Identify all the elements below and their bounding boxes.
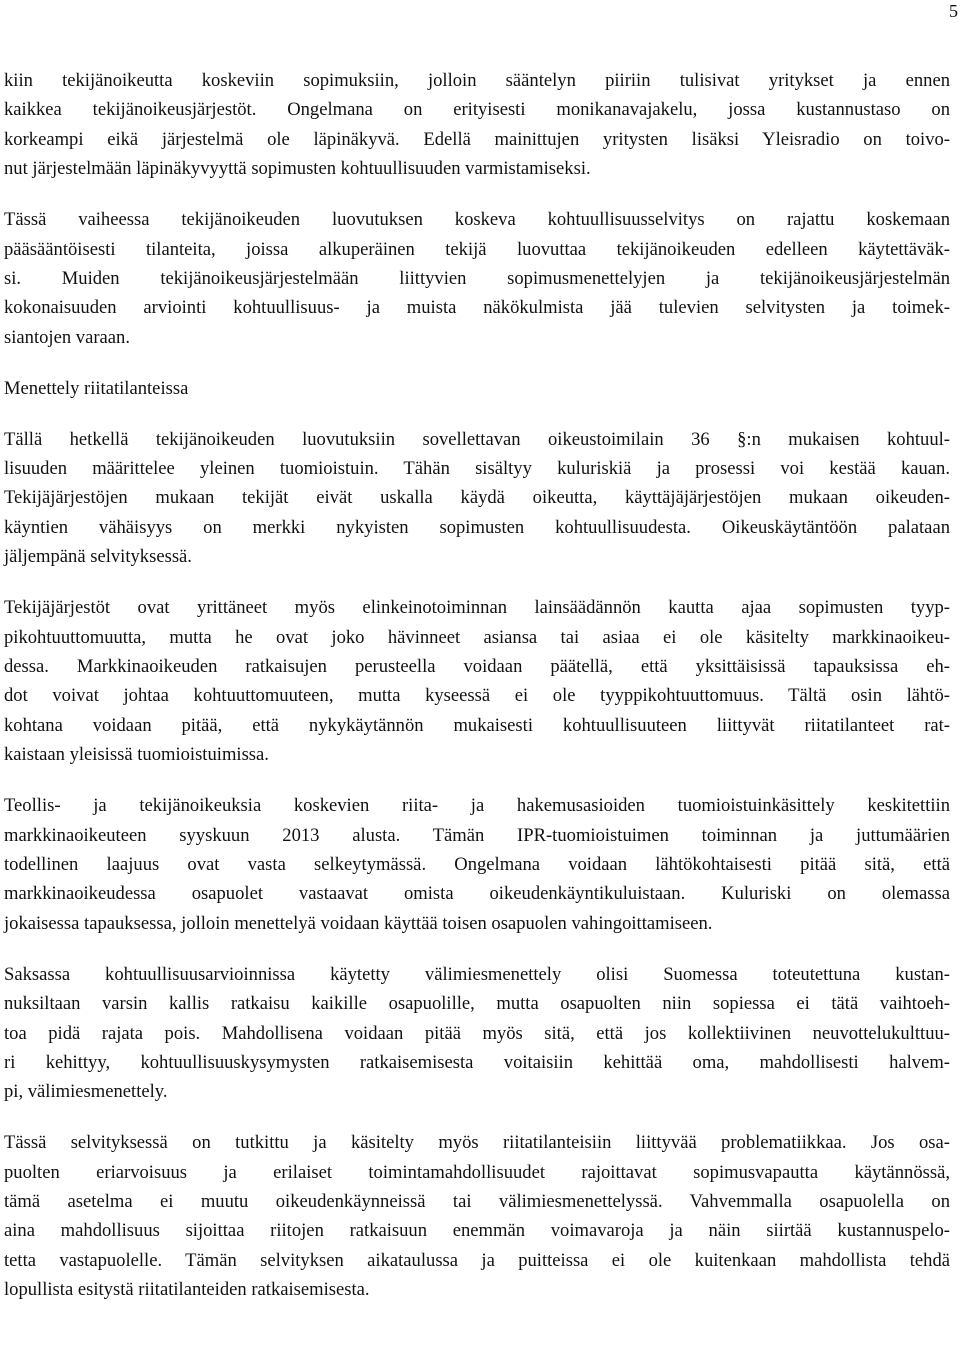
text-line: dessa. Markkinaoikeuden ratkaisujen perusteella voidaan päätellä, että yksittäisissä tapauksissa eh- (4, 656, 950, 678)
text-line: kokonaisuuden arviointi kohtuullisuus- ja muista näkökulmista jää tulevien selvitysten ja toimek- (4, 297, 950, 319)
text-line: kaistaan yleisissä tuomioistuimissa. (4, 744, 269, 766)
text-line: pikohtuuttomuutta, mutta he ovat joko hävinneet asiansa tai asiaa ei ole käsitelty markkinaoikeu- (4, 626, 950, 648)
text-line: Saksassa kohtuullisuusarvioinnissa käytetty välimiesmenettely olisi Suomessa toteutettuna kustan- (4, 963, 950, 985)
page-number: 5 (949, 1, 958, 21)
paragraph (4, 960, 950, 1107)
text-line: tetta vastapuolelle. Tämän selvityksen aikataulussa ja puitteissa ei ole kuitenkaan mahdollista tehdä (4, 1249, 950, 1271)
text-line: nuksiltaan varsin kallis ratkaisu kaikille osapuolille, mutta osapuolten niin sopiessa ei tätä vaihtoeh- (4, 993, 950, 1015)
text-line: Tekijäjärjestöjen mukaan tekijät eivät uskalla käydä oikeutta, käyttäjäjärjestöjen mukaan oikeuden- (4, 487, 950, 509)
text-line: toa pidä rajata pois. Mahdollisena voidaan pitää myös sitä, että jos kollektiivinen neuvottelukulttuu- (4, 1022, 950, 1044)
paragraph (4, 205, 950, 352)
text-line: lisuuden määrittelee yleinen tuomioistuin. Tähän sisältyy kuluriskiä ja prosessi voi kestää kauan. (4, 458, 950, 480)
text-line: pi, välimiesmenettely. (4, 1081, 168, 1103)
text-line: nut järjestelmään läpinäkyvyyttä sopimusten kohtuullisuuden varmistamiseksi. (4, 158, 591, 180)
paragraph (4, 791, 950, 938)
text-line: kiin tekijänoikeutta koskeviin sopimuksiin, jolloin sääntelyn piiriin tulisivat yritykset ja ennen (4, 70, 950, 91)
text-line: Tällä hetkellä tekijänoikeuden luovutuksiin sovellettavan oikeustoimilain 36 §:n mukaisen kohtuul- (4, 428, 950, 450)
text-line: Teollis- ja tekijänoikeuksia koskevien riita- ja hakemusasioiden tuomioistuinkäsittely keskitettiin (4, 795, 950, 817)
text-line: kaikkea tekijänoikeusjärjestöt. Ongelmana on erityisesti monikanavajakelu, jossa kustannustaso on (4, 99, 950, 121)
document-body (4, 66, 950, 1326)
paragraph (4, 593, 950, 769)
text-line: siantojen varaan. (4, 326, 130, 348)
text-line: si. Muiden tekijänoikeusjärjestelmään liittyvien sopimusmenettelyjen ja tekijänoikeusjärjestelmän (4, 267, 950, 289)
paragraph (4, 425, 950, 572)
paragraph (4, 66, 950, 184)
paragraph (4, 1128, 950, 1304)
text-line: todellinen laajuus ovat vasta selkeytymässä. Ongelmana voidaan lähtökohtaisesti pitää sitä, että (4, 853, 950, 875)
text-line: Tekijäjärjestöt ovat yrittäneet myös elinkeinotoiminnan lainsäädännön kautta ajaa sopimusten tyyp- (4, 597, 950, 619)
section-heading: Menettely riitatilanteissa (4, 377, 189, 399)
text-line: dot voivat johtaa kohtuuttomuuteen, mutta kyseessä ei ole tyyppikohtuuttomuus. Tältä osin lähtö- (4, 685, 950, 707)
text-line: kohtana voidaan pitää, että nykykäytännön mukaisesti kohtuullisuuteen liittyvät riitatilanteet rat- (4, 714, 950, 736)
text-line: pääsääntöisesti tilanteita, joissa alkuperäinen tekijä luovuttaa tekijänoikeuden edelleen käytettäväk- (4, 238, 950, 260)
text-line: ri kehittyy, kohtuullisuuskysymysten ratkaisemisesta voitaisiin kehittää oma, mahdollisesti halvem- (4, 1051, 950, 1073)
text-line: markkinaoikeuteen syyskuun 2013 alusta. Tämän IPR-tuomioistuimen toiminnan ja juttumäärien (4, 824, 950, 846)
text-line: jokaisessa tapauksessa, jolloin menettelyä voidaan käyttää toisen osapuolen vahingoittamiseen. (4, 912, 713, 934)
text-line: Tässä vaiheessa tekijänoikeuden luovutuksen koskeva kohtuullisuusselvitys on rajattu koskemaan (4, 209, 950, 231)
text-line: jäljempänä selvityksessä. (4, 546, 192, 568)
text-line: käyntien vähäisyys on merkki nykyisten sopimusten kohtuullisuudesta. Oikeuskäytäntöön palataan (4, 516, 950, 538)
text-line: lopullista esitystä riitatilanteiden ratkaisemisesta. (4, 1279, 370, 1301)
text-line: aina mahdollisuus sijoittaa riitojen ratkaisuun enemmän voimavaroja ja näin siirtää kustannuspelo- (4, 1220, 950, 1242)
text-line: korkeampi eikä järjestelmä ole läpinäkyvä. Edellä mainittujen yritysten lisäksi Yleisradio on toivo- (4, 128, 950, 150)
text-line: markkinaoikeudessa osapuolet vastaavat omista oikeudenkäyntikuluistaan. Kuluriski on olemassa (4, 883, 950, 905)
text-line: Tässä selvityksessä on tutkittu ja käsitelty myös riitatilanteisiin liittyvää problematiikkaa. Jos osa- (4, 1132, 950, 1154)
text-line: puolten eriarvoisuus ja erilaiset toimintamahdollisuudet rajoittavat sopimusvapautta käytännössä, (4, 1161, 950, 1183)
text-line: tämä asetelma ei muutu oikeudenkäynneissä tai välimiesmenettelyssä. Vahvemmalla osapuolella on (4, 1191, 950, 1213)
